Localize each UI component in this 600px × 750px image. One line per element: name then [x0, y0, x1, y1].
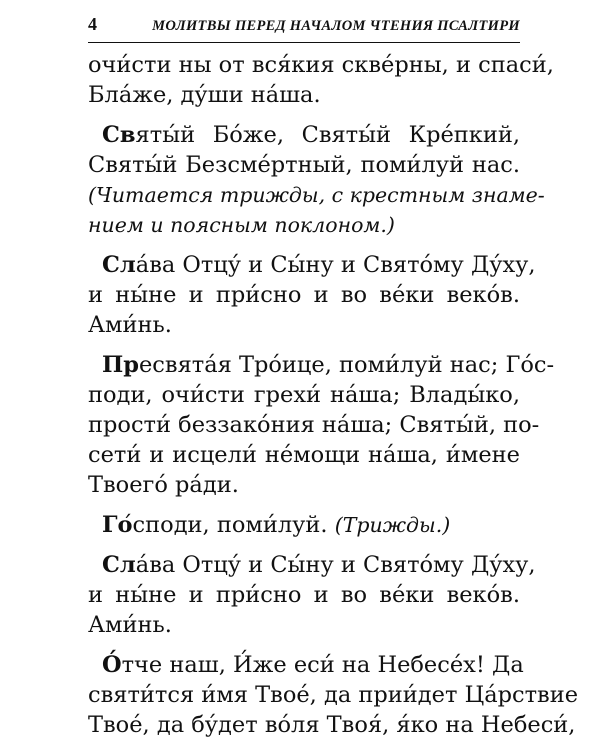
page-header [88, 14, 520, 43]
text-line [88, 440, 520, 470]
text-line [88, 510, 520, 540]
text-line [88, 250, 536, 280]
text-line [88, 580, 520, 610]
text-line [88, 410, 540, 440]
prayer-paragraph [88, 50, 554, 110]
line-text: Твоего́ ра́ди. [88, 472, 239, 498]
prayer-paragraph [88, 350, 555, 500]
text-line [88, 50, 554, 80]
prayer-paragraph [88, 250, 536, 340]
bold-initial: Сл [102, 252, 136, 278]
line-text: нием и поясным поклоном.) [88, 213, 395, 237]
text-line [88, 380, 520, 410]
bold-initial: Св [102, 122, 136, 148]
text-line [88, 710, 576, 740]
line-text: поди, очи́сти грехи́ на́ша; Влады́ко, [88, 382, 520, 408]
prayer-paragraph [88, 120, 545, 240]
text-line [88, 550, 536, 580]
text-line [88, 120, 520, 150]
text-line [88, 280, 520, 310]
line-text: Твое́, да бу́дет во́ля Твоя́, я́ко на Небеси́, [88, 712, 576, 738]
page-number: 4 [88, 14, 97, 34]
line-text: ́споди, поми́луй. [132, 512, 335, 538]
running-title: МОЛИТВЫ ПЕРЕД НАЧАЛОМ ЧТЕНИЯ ПСАЛТИРИ [152, 18, 520, 34]
rubric-line [88, 210, 520, 240]
bold-initial: Пр [102, 352, 139, 378]
line-text: и ны́не и при́сно и во ве́ки веко́в. [88, 582, 520, 608]
rubric-line [88, 180, 545, 210]
line-text: Ами́нь. [88, 612, 172, 638]
line-text: очи́сти ны от вся́кия скве́рны, и спаси́, [88, 52, 554, 78]
line-text: есвята́я Тро́ице, поми́луй нас; Го́с- [138, 352, 555, 378]
line-text: прости́ беззако́ния на́ша; Святы́й, по- [88, 412, 540, 438]
line-text: (Читается трижды, с крестным знаме- [88, 183, 545, 207]
line-text: тче наш, И́же еси́ на Небесе́х! Да [121, 652, 524, 678]
text-line [88, 470, 520, 500]
line-text: Святы́й Безсме́ртный, поми́луй нас. [88, 152, 520, 178]
text-line [88, 610, 520, 640]
text-line [88, 680, 579, 710]
text-line [88, 650, 524, 680]
rubric-note: (Трижды.) [334, 513, 451, 537]
line-text: а́ва Отцу́ и Сы́ну и Свято́му Ду́ху, [135, 252, 536, 278]
line-text: яты́й Бо́же, Святы́й Кре́пкий, [135, 122, 520, 148]
line-text: сети́ и исцели́ не́мощи на́ша, и́мене [88, 442, 520, 468]
prayer-paragraph [88, 550, 536, 640]
line-text: святи́тся и́мя Твое́, да прии́дет Ца́рствие [88, 682, 579, 708]
line-text: а́ва Отцу́ и Сы́ну и Свято́му Ду́ху, [135, 552, 536, 578]
text-line [88, 80, 520, 110]
line-text: Бла́же, ду́ши на́ша. [88, 82, 321, 108]
prayer-paragraph [88, 510, 520, 540]
bold-initial: О́ [102, 652, 122, 678]
text-line [88, 350, 555, 380]
text-line [88, 310, 520, 340]
prayer-text [88, 50, 579, 750]
prayer-paragraph [88, 650, 579, 740]
bold-initial: Сл [102, 552, 136, 578]
line-text: Ами́нь. [88, 312, 172, 338]
bold-initial: Го [102, 512, 133, 538]
text-line [88, 150, 520, 180]
line-text: и ны́не и при́сно и во ве́ки веко́в. [88, 282, 520, 308]
